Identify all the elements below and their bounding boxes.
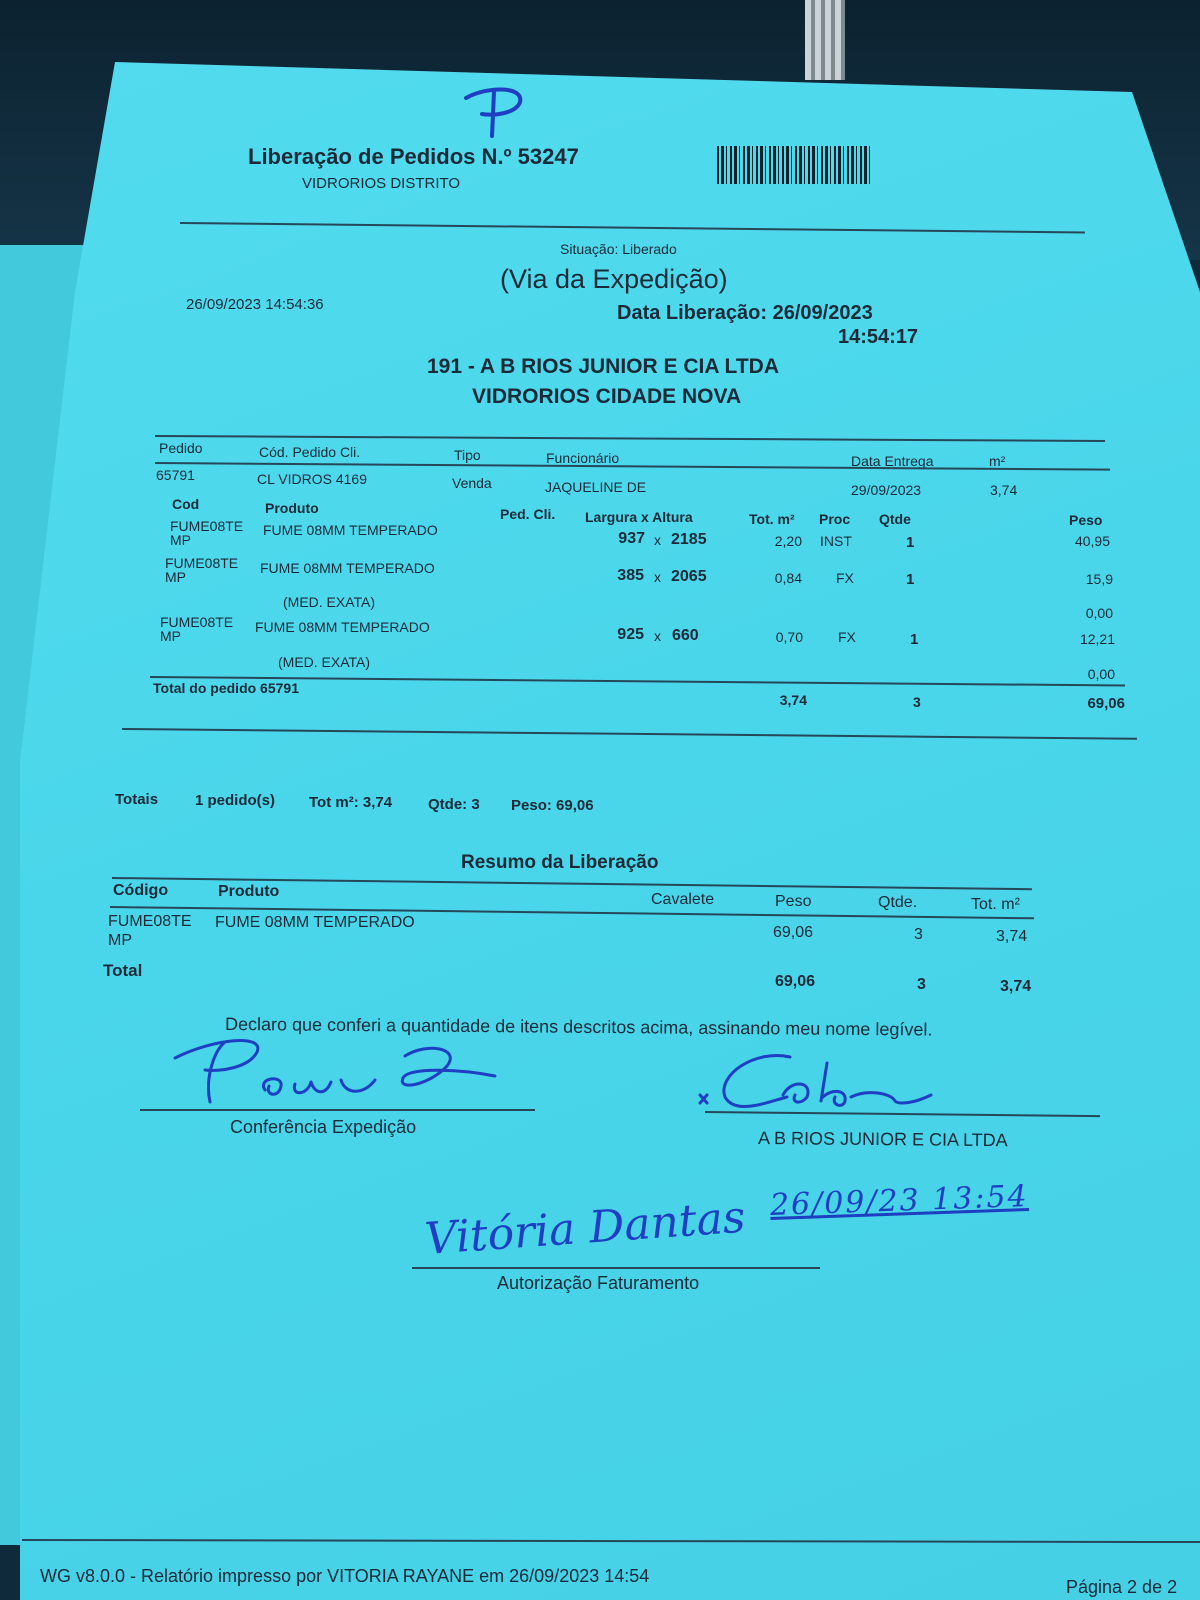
summary-title: Resumo da Liberação — [461, 852, 659, 873]
item-3-cod: FUME08TE — [160, 614, 234, 630]
item-1-produto: FUME 08MM TEMPERADO — [263, 522, 438, 538]
summary-col-produto: Produto — [218, 883, 280, 900]
order-total-peso: 69,06 — [1087, 695, 1125, 712]
item-2-altura: 2065 — [671, 568, 707, 585]
signature-line-conferencia — [140, 1109, 535, 1111]
summary-col-codigo: Código — [113, 882, 169, 899]
signature-empresa — [695, 1045, 955, 1115]
item-3-tot-m2: 0,70 — [775, 629, 803, 645]
item-2-peso: 15,9 — [1085, 571, 1113, 587]
item-col-peso: Peso — [1069, 512, 1103, 528]
item-col-proc: Proc — [819, 511, 851, 527]
order-cod-pedido-cli: CL VIDROS 4169 — [257, 471, 367, 487]
item-1-cod: FUME08TE — [170, 518, 244, 534]
barcode — [717, 146, 873, 184]
summary-col-peso: Peso — [775, 893, 812, 910]
handwritten-name: Vitória Dantas — [423, 1191, 747, 1265]
footer-page: Página 2 de 2 — [1066, 1577, 1178, 1597]
item-3-x: x — [654, 628, 661, 644]
summary-col-tot-m2: Tot. m² — [971, 896, 1020, 913]
item-3-largura: 925 — [617, 626, 644, 643]
item-2-cod-suffix: MP — [165, 569, 186, 585]
via-title: (Via da Expedição) — [500, 264, 728, 294]
summary-row-qtde: 3 — [914, 926, 923, 943]
item-2-x: x — [654, 569, 661, 585]
document-title: Liberação de Pedidos N.º 53247 — [248, 144, 579, 169]
item-col-ped-cli: Ped. Cli. — [500, 506, 556, 522]
col-tipo: Tipo — [454, 447, 481, 463]
col-m2: m² — [989, 453, 1006, 469]
col-data-entrega: Data Entrega — [851, 453, 934, 469]
item-col-qtde: Qtde — [879, 511, 911, 527]
order-total-m2: 3,74 — [779, 692, 807, 708]
release-time: 14:54:17 — [838, 326, 919, 348]
item-1-largura: 937 — [618, 530, 645, 547]
company-subtitle: VIDRORIOS DISTRITO — [302, 175, 461, 192]
declaration-text: Declaro que conferi a quantidade de itens descritos acima, assinando meu nome legível. — [224, 1014, 933, 1040]
summary-total-peso: 69,06 — [775, 973, 816, 990]
summary-row-cod-suffix: MP — [108, 932, 132, 949]
footer-report: WG v8.0.0 - Relatório impresso por VITORIA RAYANE em 26/09/2023 14:54 — [40, 1566, 650, 1586]
item-1-peso: 40,95 — [1074, 533, 1110, 549]
order-tipo: Venda — [452, 475, 492, 491]
signature-label-empresa: A B RIOS JUNIOR E CIA LTDA — [757, 1128, 1008, 1151]
col-pedido: Pedido — [159, 440, 203, 456]
summary-row-cod: FUME08TE — [108, 913, 192, 930]
item-3-proc: FX — [838, 629, 856, 645]
item-3-altura: 660 — [672, 627, 699, 644]
signature-label-autorizacao: Autorização Faturamento — [497, 1273, 700, 1293]
totals-qtde: Qtde: 3 — [428, 796, 480, 813]
item-2-cod: FUME08TE — [165, 555, 239, 571]
item-2-produto: FUME 08MM TEMPERADO — [260, 560, 435, 576]
item-2-qtde: 1 — [906, 571, 915, 588]
summary-row-produto: FUME 08MM TEMPERADO — [215, 914, 415, 931]
signature-label-conferencia: Conferência Expedição — [230, 1117, 417, 1137]
item-1-qtde: 1 — [906, 534, 915, 551]
item-col-largura-altura: Largura x Altura — [585, 509, 693, 525]
release-date: Data Liberação: 26/09/2023 — [617, 302, 873, 324]
item-2-proc: FX — [836, 570, 854, 586]
summary-col-cavalete: Cavalete — [651, 891, 715, 908]
order-funcionario: JAQUELINE DE — [545, 479, 647, 495]
item-3-peso: 12,21 — [1079, 631, 1115, 647]
item-1-proc: INST — [820, 533, 852, 549]
item-3-note-peso: 0,00 — [1087, 666, 1115, 682]
order-m2: 3,74 — [990, 482, 1018, 498]
summary-total-tot-m2: 3,74 — [1000, 978, 1032, 995]
item-3-note: (MED. EXATA) — [278, 654, 371, 670]
item-3-qtde: 1 — [910, 631, 919, 648]
item-1-altura: 2185 — [671, 531, 707, 548]
client-branch: VIDRORIOS CIDADE NOVA — [472, 385, 742, 408]
item-3-cod-suffix: MP — [160, 628, 181, 644]
handwritten-date: 26/09/23 13:54 — [769, 1178, 1030, 1223]
item-col-tot-m2: Tot. m² — [749, 511, 795, 527]
printed-timestamp: 26/09/2023 14:54:36 — [186, 296, 324, 313]
signature-line-autorizacao — [412, 1267, 820, 1269]
totals-label: Totais — [115, 791, 159, 808]
order-pedido: 65791 — [156, 467, 195, 483]
order-total-qtde: 3 — [913, 694, 921, 710]
summary-row-peso: 69,06 — [773, 924, 814, 941]
col-funcionario: Funcionário — [546, 450, 620, 466]
signature-conferencia — [165, 1030, 505, 1110]
totals-peso: Peso: 69,06 — [511, 797, 594, 814]
col-cod-pedido-cli: Cód. Pedido Cli. — [259, 444, 361, 460]
item-1-tot-m2: 2,20 — [774, 533, 802, 549]
order-data-entrega: 29/09/2023 — [851, 482, 922, 498]
handwritten-p-mark — [462, 84, 532, 140]
summary-total-qtde: 3 — [917, 976, 926, 993]
item-2-tot-m2: 0,84 — [774, 570, 802, 586]
item-3-produto: FUME 08MM TEMPERADO — [255, 619, 430, 635]
summary-col-qtde: Qtde. — [878, 894, 918, 911]
item-col-cod: Cod — [172, 496, 200, 512]
summary-row-tot-m2: 3,74 — [996, 928, 1028, 945]
item-2-note: (MED. EXATA) — [283, 594, 376, 610]
order-total-label: Total do pedido 65791 — [153, 680, 299, 696]
item-col-produto: Produto — [265, 500, 319, 516]
background-metal-pole — [805, 0, 845, 80]
totals-pedidos: 1 pedido(s) — [195, 792, 276, 809]
item-1-cod-suffix: MP — [170, 532, 191, 548]
client-name: 191 - A B RIOS JUNIOR E CIA LTDA — [427, 355, 779, 378]
item-2-note-peso: 0,00 — [1085, 605, 1113, 621]
status-text: Situação: Liberado — [560, 241, 677, 257]
item-2-largura: 385 — [617, 567, 644, 584]
summary-total-label: Total — [103, 961, 143, 980]
totals-m2: Tot m²: 3,74 — [309, 794, 393, 811]
item-1-x: x — [654, 532, 661, 548]
